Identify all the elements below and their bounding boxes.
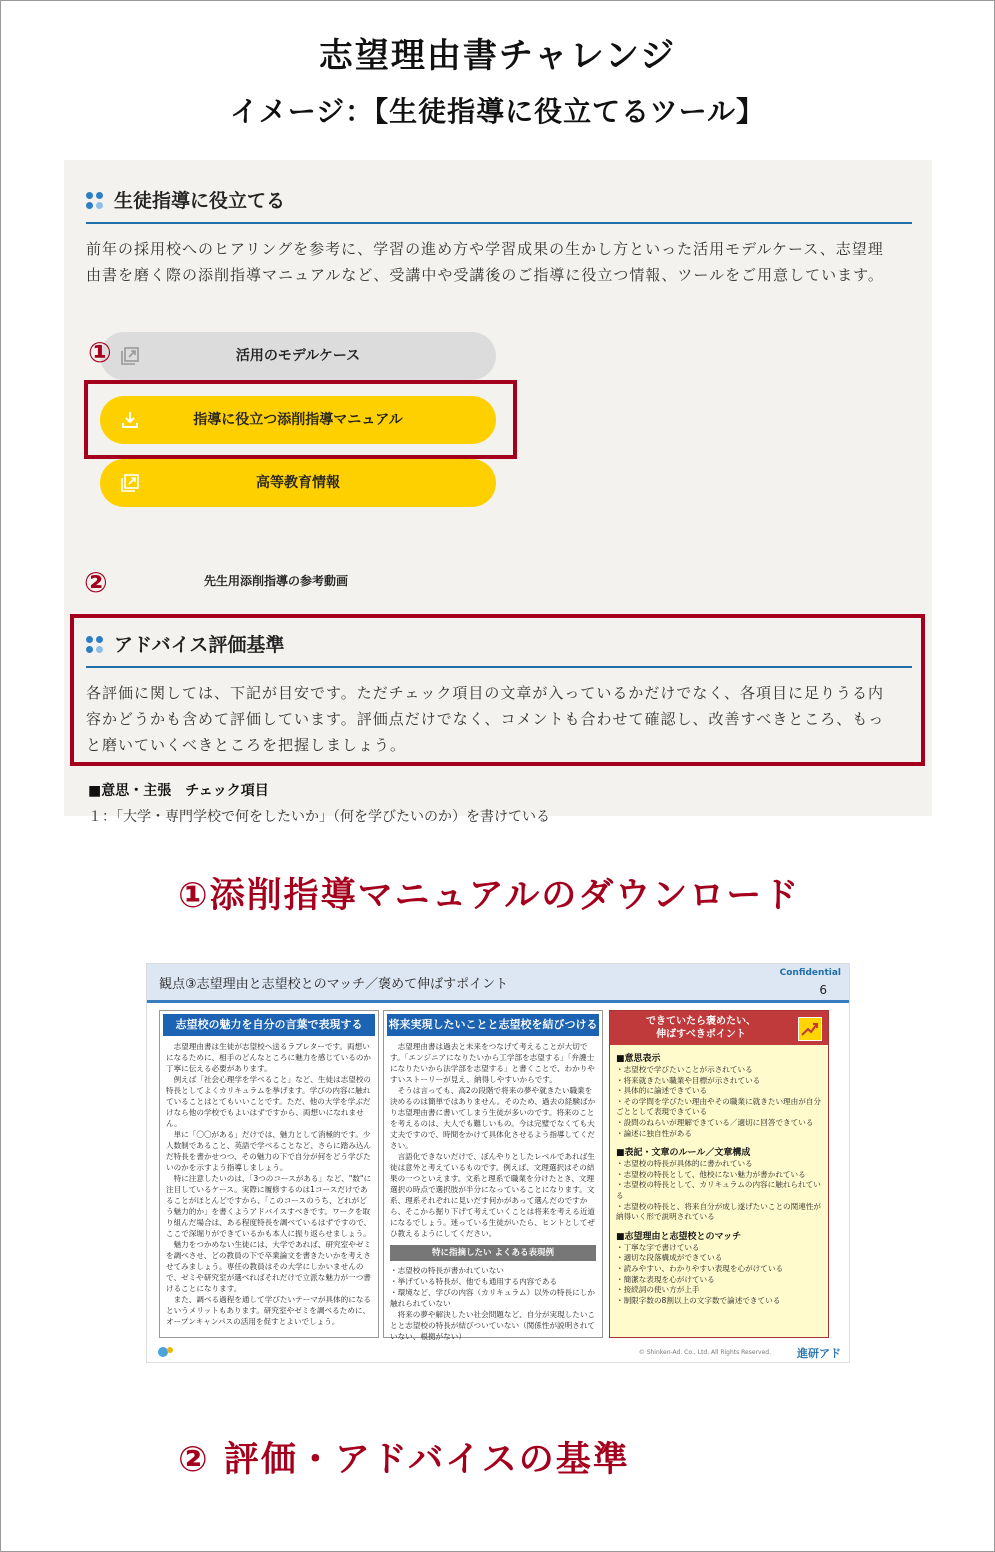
- praise-item: ・簡潔な表現を心がけている: [616, 1274, 715, 1284]
- section-heading-label: 生徒指導に役立てる: [114, 190, 286, 212]
- chart-up-icon: [798, 1017, 822, 1041]
- brand-mark-icon: [155, 1344, 179, 1360]
- footer-copyright: © Shinken-Ad. Co., Ltd. All Rights Reserved.: [638, 1349, 771, 1356]
- praise-item: ・制限字数の8割以上の文字数で論述できている: [616, 1295, 781, 1305]
- praise-item: ・志望校の特長として、カリキュラムの内容に触れられている: [616, 1180, 821, 1200]
- slide-page-number: 6: [819, 983, 827, 997]
- praise-item: ・適切な段落構成ができている: [616, 1253, 723, 1263]
- praise-item: ・設問のねらいが理解できている／適切に回答できている: [616, 1117, 814, 1127]
- description-line: 各評価に関しては、下記が目安です。ただチェック項目の文章が入っているかだけでなく、各項目に足りうる内: [86, 684, 885, 702]
- section-heading-guidance: [86, 180, 912, 224]
- description-line: 由書を磨く際の添削指導マニュアルなど、受講中や受講後のご指導に役立つ情報、ツールをご用意しています。: [86, 266, 884, 284]
- reference-video-link[interactable]: 先生用添削指導の参考動画: [204, 574, 349, 588]
- model-case-button-label: 活用のモデルケース: [235, 348, 361, 364]
- description-line: 容かどうかも含めて評価しています。評価点だけでなく、コメントも合わせて確認し、改善すべきところ、もっ: [86, 710, 885, 728]
- page-title: 志望理由書チャレンジ: [318, 36, 677, 76]
- description-line: 前年の採用校へのヒアリングを参考に、学習の進め方や学習成果の生かし方といった活用モデルケース、志望理: [86, 240, 884, 258]
- higher-education-button-label: 高等教育情報: [256, 475, 340, 491]
- column-subheading: 特に指摘したい よくある表現例: [390, 1245, 596, 1261]
- marker-two: ②: [84, 566, 108, 599]
- column-heading: 将来実現したいことと志望校を結びつける: [387, 1014, 599, 1036]
- column-body: ・志望校の特長が書かれていない ・挙げている特長が、他でも通用する内容である ・環境など、学びの内容（カリキュラム）以外の特長にしか触れられていない 将来の夢や解決したい社会問題など、自分が実現したいことと志望校の特長が結びついていない（関係性が説明されていない、根拠がない）: [390, 1266, 596, 1341]
- slide-header: [147, 964, 849, 1003]
- description-line: と磨いていくべきところを把握しましょう。: [86, 736, 407, 754]
- slide-column-future: [383, 1010, 603, 1341]
- highlight-box-manual: [84, 380, 517, 459]
- praise-group-title: ■表記・文章のルール／文章構成: [616, 1148, 751, 1159]
- model-case-button[interactable]: [100, 332, 496, 380]
- manual-download-button-label: 指導に役立つ添削指導マニュアル: [193, 412, 403, 428]
- dots-icon: [86, 192, 104, 210]
- praise-item: ・その学問を学びたい理由やその職業に就きたい理由が自分ごととして表現できている: [616, 1096, 822, 1117]
- praise-group-title: ■意思表示: [616, 1054, 661, 1064]
- praise-point-groups: [610, 1051, 828, 1306]
- slide-column-appeal: [159, 1010, 379, 1338]
- column-heading-line: 伸ばすべきポイント: [656, 1029, 746, 1040]
- caption-manual-download: ①添削指導マニュアルのダウンロード: [178, 876, 801, 916]
- higher-education-button[interactable]: [100, 459, 496, 507]
- praise-item: ・具体的に論述できている: [616, 1086, 708, 1096]
- marker-one: ①: [88, 336, 112, 369]
- praise-item: ・論述に独自性がある: [616, 1128, 692, 1138]
- column-heading: [610, 1011, 828, 1045]
- caption-evaluation-criteria: ② 評価・アドバイスの基準: [178, 1440, 630, 1480]
- praise-item: ・読みやすい、わかりやすい表現を心がけている: [616, 1263, 784, 1273]
- slide-title: 観点③志望理由と志望校とのマッチ／褒めて伸ばすポイント: [159, 977, 509, 992]
- highlight-box-evaluation: [70, 614, 925, 766]
- column-body: 志望理由書は過去と未来をつなげて考えることが大切です。「エンジニアになりたいから工学部を志望する」「弁護士になりたいから法学部を志望する」と書くことで、わかりやすいストーリーが見え、納得しやすいからです。 そうは言っても、高2の段階で将来の夢や就きたい職業を決めるのは簡単ではありません。そのため、過去の経験ばかり志望理由書に書いてしまう生徒が多いのです。将来のことを考えるのは、大人でも難しいもの。今は完璧でなくても大丈夫ですので、時間をかけて具体化させるよう指導してください。 言語化できないだけで、ぼんやりとしたレベルであれば生徒は意外と考えているものです。例えば、文理選択はその結果の一つといえます。文系と理系で職業を分けたとき、文理選択の時点で選択肢が半分になっていることになります。文系、理系それぞれに見いだす何かがあって選んだのですから、そこから掘り下げて考えていくことは将来を考える近道になるでしょう。迷っている生徒がいたら、ヒントとしてぜひ教えるようにしてください。: [390, 1042, 596, 1238]
- manual-slide: [146, 963, 850, 1363]
- section-heading-label: アドバイス評価基準: [114, 634, 285, 656]
- external-link-icon: [120, 473, 140, 493]
- praise-item: ・志望校の特長が具体的に書かれている: [616, 1159, 753, 1169]
- footer-logo: 進研アド: [797, 1347, 841, 1360]
- slide-footer: [147, 1342, 849, 1362]
- check-items-heading: ■意思・主張 チェック項目: [88, 783, 269, 799]
- check-item: １：「大学・専門学校で何をしたいか」（何を学びたいのか）を書けている: [88, 809, 550, 825]
- praise-item: ・志望校の特長として、他校にない魅力が書かれている: [616, 1169, 806, 1179]
- page-subtitle: イメージ：【生徒指導に役立てるツール】: [229, 95, 766, 128]
- section-description: [86, 236, 912, 288]
- column-body: 志望理由書は生徒が志望校へ送るラブレターです。両想いになるために、相手のどんなところに魅力を感じているのか丁寧に伝える必要があります。 例えば「社会心理学を学べること」など、生徒は志望校の特長としてよくカリキュラムを挙げます。学びの内容に触れていることはとてもいいことです。ただ、他の大学を学ぶだけなら他の学校でもよいはずですから、両想いになれません。 単に「〇〇がある」だけでは、魅力として消極的です。少人数制であること、英語で学べることなど、さらに踏み込んだ特長を書かせつつ、その魅力の下で自分が何をどう学びたいのかを示すよう指導しましょう。 特に注意したいのは、「3つのコースがある」など、"数"に注目しているケース。実際に履修するのは1コースだけであることがほとんどですから、「このコースのうち、どれがどう魅力的か」を書くようアドバイスすべきです。ワークを取り組んだ場合は、ある程度特長を調べているはずですので、ここで深堀りができているかも本人に振り返らせましょう。 魅力をつかめない生徒には、大学であれば、研究室やゼミを調べさせ、どの教員の下で卒業論文を書きたいかを考えさせてみましょう。専任の教員はその大学にしかいませんので、ゼミや研究室が選べればそれだけで立派な魅力が一つ書けることになります。 また、調べる過程を通して学びたいテーマが具体的になるというメリットもあります。研究室やゼミを調べるために、オープンキャンパスの活用を促すとよいでしょう。: [166, 1042, 372, 1326]
- praise-item: ・志望校で学びたいことが示されている: [616, 1065, 753, 1074]
- praise-group-title: ■志望理由と志望校とのマッチ: [616, 1231, 742, 1242]
- praise-item: ・将来就きたい職業や目標が示されている: [616, 1075, 761, 1085]
- praise-item: ・接続詞の使い方が上手: [616, 1285, 700, 1295]
- external-link-icon: [120, 346, 140, 366]
- confidential-label: Confidential: [779, 968, 841, 978]
- praise-item: ・丁寧な字で書けている: [616, 1242, 700, 1252]
- slide-column-praise-points: [609, 1010, 829, 1338]
- column-heading-line: できていたら褒めたい、: [646, 1016, 756, 1027]
- column-heading: 志望校の魅力を自分の言葉で表現する: [163, 1014, 375, 1036]
- praise-item: ・志望校の特長と、将来自分が成し遂げたいことの関連性が納得いく形で説明されている: [616, 1201, 822, 1222]
